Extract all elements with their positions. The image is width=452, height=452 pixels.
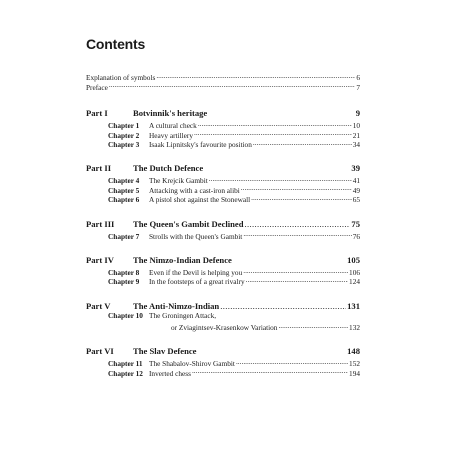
part-section <box>86 162 360 205</box>
chapter-title: Isaak Lipnitsky's favourite position <box>149 139 252 149</box>
page-title: Contents <box>86 36 146 52</box>
dot-leader <box>208 107 354 116</box>
entry-page: 6 <box>356 73 360 83</box>
dot-leader <box>236 357 348 366</box>
chapter-title: A cultural check <box>149 121 197 131</box>
dot-leader <box>253 138 352 147</box>
part-page: 75 <box>351 218 360 229</box>
part-title: The Queen's Gambit Declined <box>133 218 244 229</box>
part-heading[interactable] <box>86 254 360 266</box>
part-label: Part I <box>86 108 108 119</box>
entry-page: 7 <box>356 82 360 92</box>
dot-leader <box>245 217 351 226</box>
chapter-title: Even if the Devil is helping you <box>149 267 243 277</box>
entry-title: Preface <box>86 82 108 92</box>
dot-leader <box>251 193 352 202</box>
chapter-title: Inverted chess <box>149 368 191 378</box>
part-heading[interactable] <box>86 299 360 311</box>
chapter-label: Chapter 8 <box>108 267 140 277</box>
chapter-label: Chapter 6 <box>108 195 140 205</box>
part-label: Part IV <box>86 254 114 265</box>
chapter-entry[interactable] <box>86 138 360 147</box>
part-label: Part V <box>86 300 111 311</box>
chapter-entry[interactable] <box>86 266 360 275</box>
chapter-page: 21 <box>352 130 360 140</box>
chapter-entry[interactable] <box>86 183 360 195</box>
chapter-label: Chapter 11 <box>108 359 143 369</box>
toc-entry-preface[interactable] <box>86 80 360 92</box>
chapter-title: The Krejcik Gambit <box>149 176 208 186</box>
chapter-page: 194 <box>349 368 360 378</box>
chapter-entry-continued[interactable] <box>86 321 360 333</box>
chapter-label: Chapter 1 <box>108 121 140 131</box>
chapter-entry[interactable] <box>86 119 360 131</box>
dot-leader <box>209 174 352 183</box>
chapter-title: Strolls with the Queen's Gambit <box>149 231 243 241</box>
chapter-title: The Shabalov-Shirov Gambit <box>149 359 235 369</box>
chapter-label: Chapter 5 <box>108 185 140 195</box>
dot-leader <box>243 229 351 238</box>
chapter-label: Chapter 2 <box>108 130 140 140</box>
toc-entry-symbols[interactable] <box>86 71 360 83</box>
chapter-label: Chapter 7 <box>108 231 140 241</box>
part-section <box>86 217 360 241</box>
chapter-label: Chapter 9 <box>108 277 140 287</box>
table-of-contents <box>86 71 360 376</box>
dot-leader <box>233 254 346 263</box>
part-title: The Dutch Defence <box>133 163 204 174</box>
chapter-page: 132 <box>349 323 360 333</box>
part-section <box>86 254 360 285</box>
part-page: 131 <box>347 300 360 311</box>
part-page: 148 <box>347 346 360 357</box>
part-section <box>86 107 360 147</box>
chapter-page: 41 <box>352 176 360 186</box>
chapter-page: 76 <box>352 231 360 241</box>
part-section <box>86 299 360 333</box>
part-heading[interactable] <box>86 217 360 229</box>
dot-leader <box>246 275 348 284</box>
part-title: The Slav Defence <box>133 346 197 357</box>
chapter-entry[interactable] <box>86 229 360 241</box>
part-label: Part III <box>86 218 115 229</box>
part-title: The Nimzo-Indian Defence <box>133 254 232 265</box>
dot-leader <box>109 80 355 89</box>
part-heading[interactable] <box>86 162 360 174</box>
dot-leader <box>220 299 346 308</box>
part-page: 105 <box>347 254 360 265</box>
chapter-entry[interactable] <box>86 174 360 186</box>
chapter-label: Chapter 12 <box>108 368 143 378</box>
chapter-title: A pistol shot against the Stonewall <box>149 195 251 205</box>
chapter-title: In the footsteps of a great rivalry <box>149 277 245 287</box>
part-heading[interactable] <box>86 345 360 357</box>
chapter-title: Heavy artillery <box>149 130 193 140</box>
chapter-entry[interactable] <box>86 275 360 287</box>
dot-leader <box>243 266 348 275</box>
chapter-page: 106 <box>349 267 360 277</box>
chapter-entry[interactable] <box>86 193 360 205</box>
entry-title: Explanation of symbols <box>86 73 156 83</box>
intro-section <box>86 71 360 90</box>
part-heading[interactable] <box>86 107 360 119</box>
chapter-entry[interactable] <box>86 366 360 378</box>
chapter-label: Chapter 10 <box>108 311 143 321</box>
chapter-entry[interactable] <box>86 357 360 369</box>
chapter-entry[interactable] <box>86 311 360 320</box>
dot-leader <box>198 119 352 128</box>
part-section <box>86 345 360 376</box>
chapter-label: Chapter 4 <box>108 176 140 186</box>
chapter-title: The Groningen Attack, <box>149 311 217 321</box>
dot-leader <box>156 71 355 80</box>
chapter-page: 49 <box>352 185 360 195</box>
dot-leader <box>192 366 348 375</box>
chapter-page: 124 <box>349 277 360 287</box>
chapter-page: 65 <box>352 195 360 205</box>
part-title: Botvinnik's heritage <box>133 108 208 119</box>
part-page: 39 <box>351 163 360 174</box>
chapter-page: 10 <box>352 121 360 131</box>
dot-leader <box>194 128 352 137</box>
chapter-entry[interactable] <box>86 128 360 140</box>
dot-leader <box>204 162 350 171</box>
part-label: Part VI <box>86 346 114 357</box>
dot-leader <box>278 321 348 330</box>
dot-leader <box>198 345 347 354</box>
chapter-title: Attacking with a cast-iron alibi <box>149 185 240 195</box>
chapter-title-line2: or Zviagintsev-Krasenkow Variation <box>171 323 278 333</box>
chapter-page: 152 <box>349 359 360 369</box>
part-title: The Anti-Nimzo-Indian <box>133 300 220 311</box>
dot-leader <box>241 183 352 192</box>
part-page: 9 <box>355 108 360 119</box>
chapter-label: Chapter 3 <box>108 139 140 149</box>
part-label: Part II <box>86 163 112 174</box>
chapter-page: 34 <box>352 139 360 149</box>
